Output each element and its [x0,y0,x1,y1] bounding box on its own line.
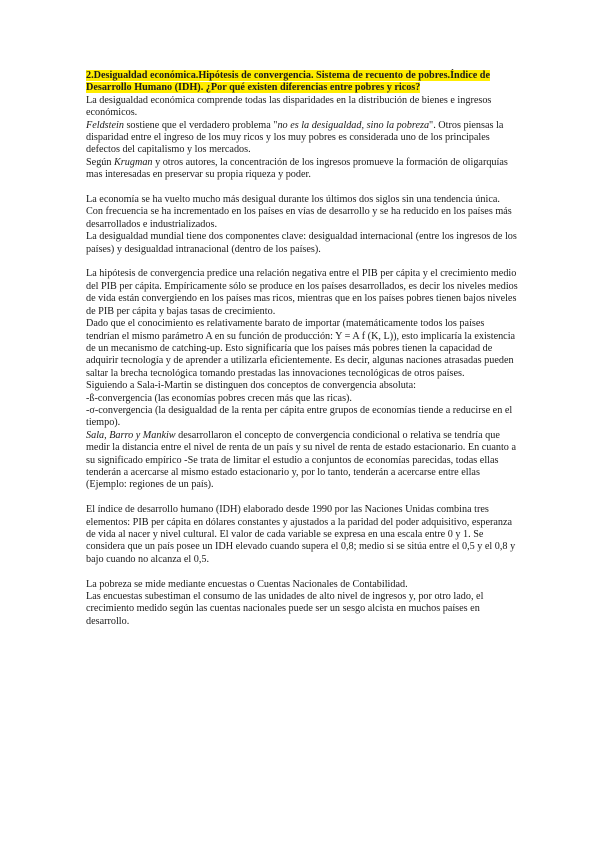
paragraph-beta-convergence: -ß-convergencia (las economías pobres crecen más que las ricas). [86,392,352,404]
paragraph-convergence-hypothesis: La hipótesis de convergencia predice una relación negativa entre el PIB per cápita y el crecimiento medio del PIB per cápita. Empíricamente sólo se produce en los países desarrollados, es decir los niveles medios de vida están convergiendo en los países mas ricos, mientras que en los países pobres tienen bajos niveles de PIB per cápita y bajas tasas de crecimiento. [86,268,518,317]
feldstein-quote: no es la desigualdad, sino la pobreza [277,119,430,131]
paragraph-sigma-convergence: -σ-convergencia (la desigualdad de la renta per cápita entre grupos de economías tiende a reducirse en el tiempo). [86,404,513,429]
author-feldstein: Feldstein [86,119,124,131]
authors-sala-barro-mankiw: Sala, Barro y Mankiw [86,429,176,441]
spacer [86,566,519,578]
paragraph-catching-up: Dado que el conocimiento es relativamente barato de importar (matemáticamente todos los países tendrían el mismo parámetro A en su función de producción: Y = A f (K, L)), esto implicaría la existencia de un mecanismo de catching-up. Esto significaría que los países más pobres tienen la capacidad de adquirir tecnología y de aprender a utilizarla eficientemente. Es decir, algunas naciones atrasadas pueden saltar la brecha tecnológica tomando prestadas las innovaciones tecnológicas de otros países. [86,318,516,379]
paragraph-krugman: Según Krugman y otros autores, la concentración de los ingresos promueve la formación de oligarquías mas interesadas en preservar su propia riqueza y poder. [86,156,508,181]
paragraph-idh: El índice de desarrollo humano (IDH) elaborado desde 1990 por las Naciones Unidas combina tres elementos: PIB per cápita en dólares constantes y ajustados a la paridad del poder adquisitivo, esperanza de vida al nacer y nivel cultural. El valor de cada variable se expresa en una escala entre 0 y 1. Se considera que un país posee un IDH elevado cuando supera el 0,8; medio si se sitúa entre el 0,5 y el 0,8 y bajo cuando no alcanza el 0,5. [86,504,516,565]
paragraph-global-inequality: La desigualdad mundial tiene dos componentes clave: desigualdad internacional (entre los ingresos de los países) y desigualdad intranacional (dentro de los países). [86,231,517,255]
paragraph-economy-unequal: La economía se ha vuelto mucho más desigual durante los últimos dos siglos sin una tendencia única. Con frecuencia se ha incrementado en los países en vías de desarrollo y se ha reducido en los países más desarrollados e industrializados. [86,194,512,230]
paragraph-feldstein: Feldstein sostiene que el verdadero problema "no es la desigualdad, sino la pobreza". Otros piensas la disparidad entre el ingreso de los muy ricos y los muy pobres es considerada uno de los principales defectos del capitalismo y los mercados. [86,119,504,156]
paragraph-surveys: Las encuestas subestiman el consumo de las unidades de alto nivel de ingresos y, por otro lado, el crecimiento medido según las cuentas nacionales puede ser un sesgo alcista en muchos países en desarrollo. [86,591,484,627]
spacer [86,182,519,194]
spacer [86,492,519,504]
paragraph-inequality-definition: La desigualdad económica comprende todas las disparidades en la distribución de bienes e ingresos económicos. [86,94,492,119]
paragraph-conditional-convergence: Sala, Barro y Mankiw desarrollaron el concepto de convergencia condicional o relativa se tendría que medir la distancia entre el nivel de renta de un país y su nivel de renta de estado estacionario. En cuanto a su significado empírico -Se trata de limitar el estudio a conjuntos de economías parecidas, todas ellas tenderán a acercarse al mismo estado estacionario y, por lo tanto, tenderán a acercarse entre ellas (Ejemplo: regiones de un país). [86,429,516,491]
section-heading [86,70,519,95]
paragraph-sala-i-martin: Siguiendo a Sala-i-Martin se distinguen dos conceptos de convergencia absoluta: [86,380,416,392]
author-krugman: Krugman [114,156,153,168]
heading-highlight: 2.Desigualdad económica.Hipótesis de convergencia. Sistema de recuento de pobres.Índice de Desarrollo Humano (IDH). ¿Por qué existen diferencias entre pobres y ricos? [86,70,490,94]
paragraph-poverty-measure: La pobreza se mide mediante encuestas o Cuentas Nacionales de Contabilidad. [86,578,408,590]
spacer [86,256,519,268]
